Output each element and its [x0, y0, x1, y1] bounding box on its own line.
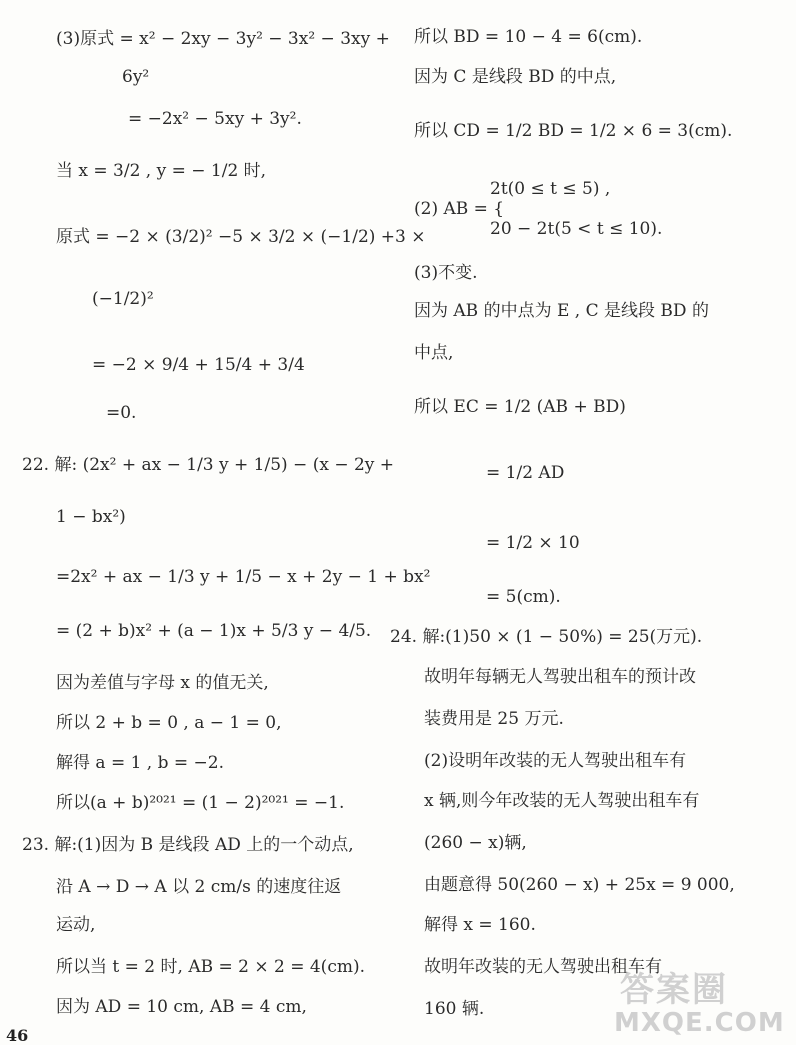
right_column-line: = 5(cm).	[486, 587, 561, 607]
page-number: 46	[6, 1026, 29, 1045]
right_column-line: (3)不变.	[414, 263, 478, 283]
left_column-line: 22. 解: (2x² + ax − 1/3 y + 1/5) − (x − 2y +	[22, 455, 395, 475]
left_column-line: 因为 AD = 10 cm, AB = 4 cm,	[56, 997, 307, 1017]
left_column-line: 沿 A → D → A 以 2 cm/s 的速度往返	[56, 877, 342, 897]
right_column-line: 所以 BD = 10 − 4 = 6(cm).	[414, 27, 643, 47]
right_column-line: 中点,	[414, 343, 454, 363]
right_column-line: (2) AB = {	[414, 199, 505, 219]
right_column-line: (2)设明年改装的无人驾驶出租车有	[424, 751, 687, 771]
right_column-line: 因为 AB 的中点为 E , C 是线段 BD 的	[414, 301, 709, 321]
right_column-line: 所以 CD = 1/2 BD = 1/2 × 6 = 3(cm).	[414, 121, 733, 141]
left_column-line: 运动,	[56, 915, 96, 935]
right_column-line: 由题意得 50(260 − x) + 25x = 9 000,	[424, 875, 735, 895]
left_column-line: =2x² + ax − 1/3 y + 1/5 − x + 2y − 1 + bx²	[56, 567, 431, 587]
left_column-line: 解得 a = 1 , b = −2.	[56, 753, 225, 773]
left_column-line: = −2 × 9/4 + 15/4 + 3/4	[92, 355, 305, 375]
right_column-line: 故明年改装的无人驾驶出租车有	[424, 957, 662, 977]
left_column-line: = −2x² − 5xy + 3y².	[128, 109, 302, 129]
left_column-line: (3)原式 = x² − 2xy − 3y² − 3x² − 3xy +	[56, 29, 390, 49]
right_column-line: = 1/2 AD	[486, 463, 565, 483]
right_column-line: 2t(0 ≤ t ≤ 5) ,	[490, 179, 611, 199]
right_column-line: 因为 C 是线段 BD 的中点,	[414, 67, 617, 87]
right_column-line: 解得 x = 160.	[424, 915, 536, 935]
left_column-line: = (2 + b)x² + (a − 1)x + 5/3 y − 4/5.	[56, 621, 372, 641]
right_column-line: = 1/2 × 10	[486, 533, 580, 553]
right_column-line: 所以 EC = 1/2 (AB + BD)	[414, 397, 626, 417]
right_column-line: 24. 解:(1)50 × (1 − 50%) = 25(万元).	[390, 627, 703, 647]
left_column-line: 原式 = −2 × (3/2)² −5 × 3/2 × (−1/2) +3 ×	[56, 227, 426, 247]
left_column-line: 所以当 t = 2 时, AB = 2 × 2 = 4(cm).	[56, 957, 365, 977]
right_column-line: 装费用是 25 万元.	[424, 709, 564, 729]
right_column-line: (260 − x)辆,	[424, 833, 527, 853]
right_column-line: 160 辆.	[424, 999, 485, 1019]
left_column-line: 所以 2 + b = 0 , a − 1 = 0,	[56, 713, 282, 733]
watermark-text-top: 答案圈	[620, 970, 728, 1010]
left_column-line: 23. 解:(1)因为 B 是线段 AD 上的一个动点,	[22, 835, 354, 855]
left_column-line: =0.	[106, 403, 137, 423]
left_column-line: 当 x = 3/2 , y = − 1/2 时,	[56, 161, 267, 181]
left_column-line: 1 − bx²)	[56, 507, 126, 527]
left_column-line: 6y²	[122, 67, 150, 87]
watermark-logo	[612, 962, 796, 1040]
left_column-line: 所以(a + b)²⁰²¹ = (1 − 2)²⁰²¹ = −1.	[56, 793, 345, 813]
watermark-text-bottom: MXQE.COM	[614, 1008, 785, 1038]
right_column-line: 故明年每辆无人驾驶出租车的预计改	[424, 667, 696, 687]
right_column-line: 20 − 2t(5 < t ≤ 10).	[490, 219, 663, 239]
right_column-line: x 辆,则今年改装的无人驾驶出租车有	[424, 791, 700, 811]
left_column-line: (−1/2)²	[92, 289, 154, 309]
left_column-line: 因为差值与字母 x 的值无关,	[56, 673, 269, 693]
